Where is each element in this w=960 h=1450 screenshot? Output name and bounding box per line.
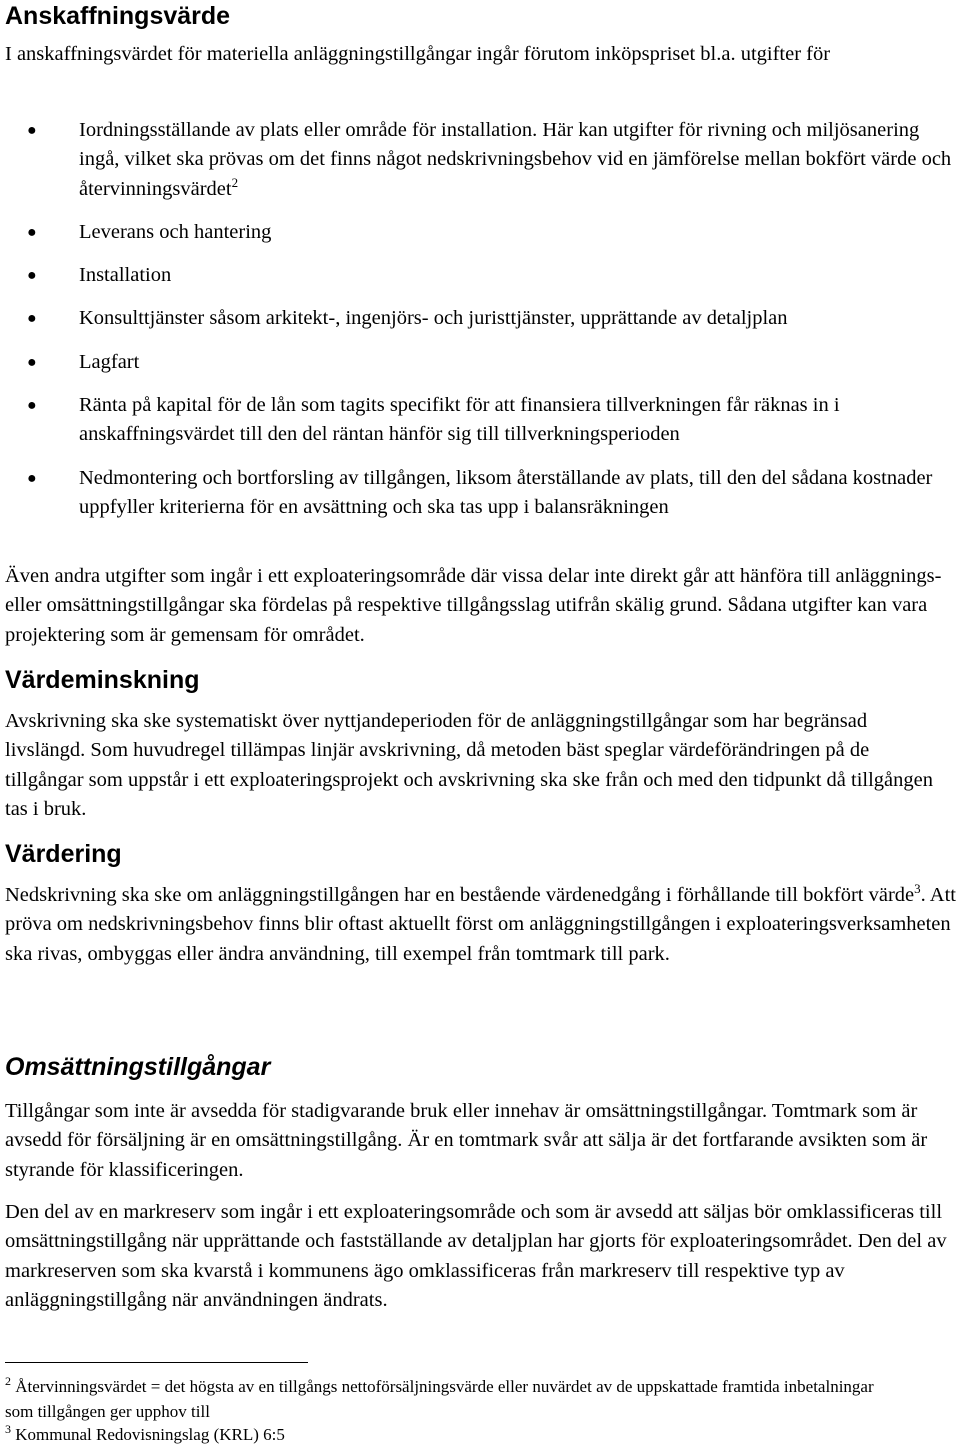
vardering-text-1: Nedskrivning ska ske om anläggningstillgången har en bestående värdenedgång i förhållande till bokfört värde xyxy=(5,884,915,906)
closing-paragraph: Även andra utgifter som ingår i ett exploateringsområde där vissa delar inte direkt går att hänföra till anläggnings- eller omsättningstillgångar ska fördelas på respektive tillgångsslag utifrån skälig grund. Sådana utgifter kan vara projektering som är gemensam för området. xyxy=(5,565,942,646)
list-item xyxy=(5,391,955,450)
list-item-text: Nedmontering och bortforsling av tillgången, liksom återställande av plats, till den del sådana kostnader uppfyller kriterierna för en avsättning och ska tas upp i balansräkningen xyxy=(79,466,933,518)
bullet-icon: ● xyxy=(27,469,37,487)
footnote-number: 2 xyxy=(5,1374,11,1388)
vardering-paragraph xyxy=(5,881,960,969)
vardering-text-2: . Att pröva om nedskrivningsbehov finns blir oftast aktuellt först om anläggningstillgången i exploateringsverksamheten ska rivas, ombyggas eller ändra användning, till exempel från tomtmark till park. xyxy=(5,884,956,965)
list-item-text: Installation xyxy=(79,264,172,287)
list-item xyxy=(5,218,955,247)
omsattning-paragraph-1: Tillgångar som inte är avsedda för stadigvarande bruk eller innehav är omsättningstillgångar. Tomtmark som är avsedd för försäljning är en omsättningstillgång. Är en tomtmark svår att sälja är det fortfarande avsikten som är styrande för klassificeringen. xyxy=(5,1100,928,1181)
heading-vardering: Värdering xyxy=(5,840,122,868)
footnote-2 xyxy=(5,1374,905,1424)
footnote-ref: 3 xyxy=(914,881,921,896)
heading-vardeminskning: Värdeminskning xyxy=(5,666,200,694)
heading-omsattningstillgangar: Omsättningstillgångar xyxy=(5,1053,271,1081)
list-item xyxy=(5,348,955,377)
list-item-text: Leverans och hantering xyxy=(79,220,272,243)
omsattning-paragraph-2: Den del av en markreserv som ingår i ett exploateringsområde och som är avsedd att säljas bör omklassificeras till omsättningstillgång när upprättande och fastställande av detaljplan har gjorts för exploateringsområdet. Den del av markreserven som ska kvarstå i kommunens ägo omklassificeras från markreserv till respektive typ av anläggningstillgång när användningen ändrats. xyxy=(5,1201,947,1311)
vardeminskning-paragraph: Avskrivning ska ske systematiskt över nyttjandeperioden för de anläggningstillgångar som har begränsad livslängd. Som huvudregel tillämpas linjär avskrivning, då metoden bäst speglar värdeförändringen på de tillgångar som uppstår i ett exploateringsprojekt och avskrivning ska ske från och med den tidpunkt då tillgången tas i bruk. xyxy=(5,710,933,820)
bullet-icon: ● xyxy=(27,267,37,285)
heading-anskaffningsvarde: Anskaffningsvärde xyxy=(5,2,231,30)
list-item-text: Ränta på kapital för de lån som tagits specifikt för att finansiera tillverkningen får räknas in i anskaffningsvärdet till den del räntan hänför sig till tillverkningsperioden xyxy=(79,394,840,446)
list-item-text: Iordningsställande av plats eller område för installation. Här kan utgifter för rivning och miljösanering ingå, vilket ska prövas om det finns något nedskrivningsbehov vid en jämförelse mellan bokfört värde och återvinningsvärdet xyxy=(79,119,952,200)
bullet-icon: ● xyxy=(27,397,37,415)
list-item xyxy=(5,464,955,523)
list-item xyxy=(5,116,955,204)
footnote-number: 3 xyxy=(5,1422,11,1436)
bullet-icon: ● xyxy=(27,353,37,371)
intro-paragraph: I anskaffningsvärdet för materiella anläggningstillgångar ingår förutom inköpspriset bl.a. utgifter för xyxy=(5,43,831,65)
bullet-icon: ● xyxy=(27,223,37,241)
footnote-divider xyxy=(5,1362,308,1363)
bullet-icon: ● xyxy=(27,122,37,139)
footnote-text: Återvinningsvärdet = det högsta av en tillgångs nettoförsäljningsvärde eller nuvärdet av de uppskattade framtida inbetalningar som tillgången ger upphov till xyxy=(5,1377,874,1421)
bullet-icon: ● xyxy=(27,310,37,328)
footnote-ref: 2 xyxy=(231,174,239,190)
cost-bullet-list xyxy=(5,116,955,522)
list-item-text: Konsulttjänster såsom arkitekt-, ingenjörs- och juristtjänster, upprättande av detaljplan xyxy=(79,307,788,330)
list-item-text: Lagfart xyxy=(79,350,140,373)
list-item xyxy=(5,304,955,333)
footnote-3 xyxy=(5,1422,905,1447)
list-item xyxy=(5,261,955,290)
footnote-text: Kommunal Redovisningslag (KRL) 6:5 xyxy=(15,1425,285,1444)
